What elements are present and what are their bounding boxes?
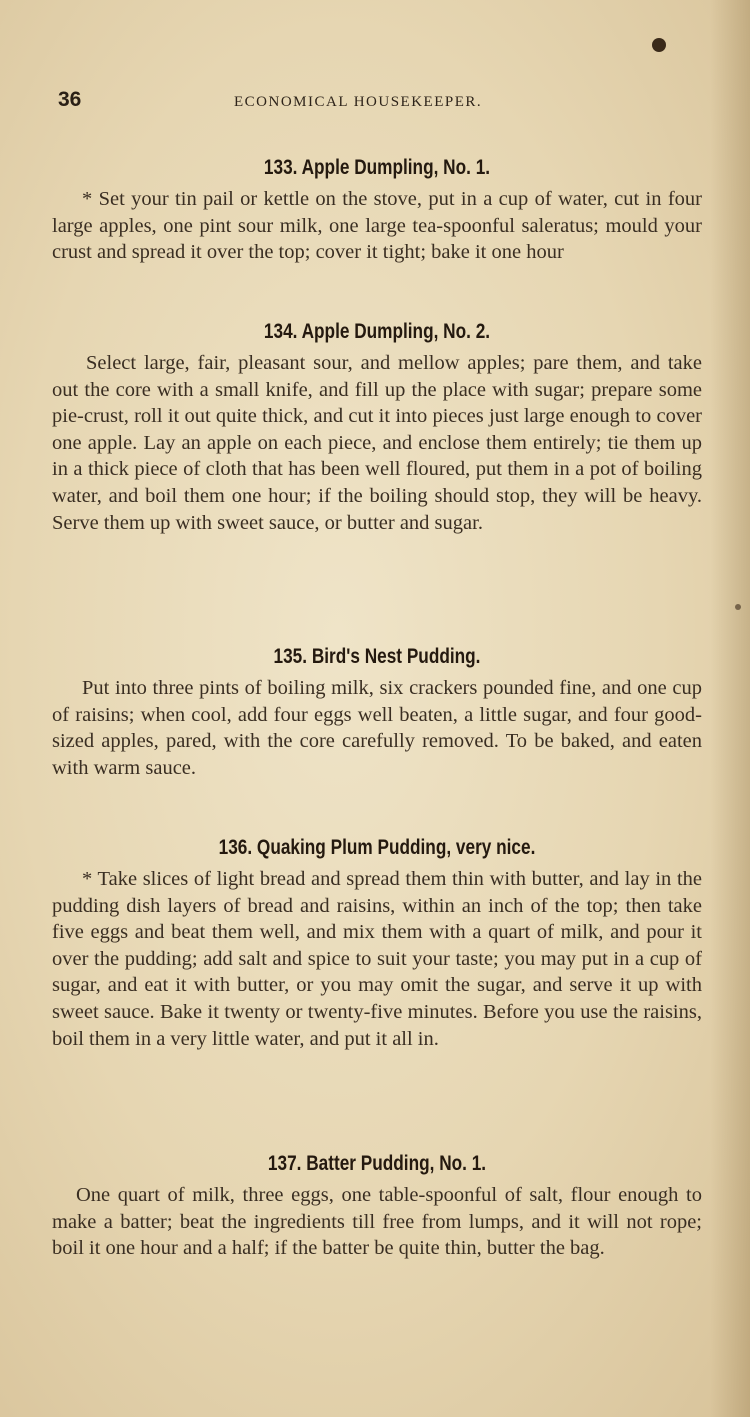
recipe-text: * Set your tin pail or kettle on the stove, put in a cup of water, cut in four large apples, one pint sour milk, one large tea-spoonful saleratus; mould your crust and spread it over the top; cover it tight; bake it one hour: [52, 188, 702, 264]
recipe-137: [52, 1152, 702, 1262]
page-number: 36: [58, 88, 82, 111]
recipe-title: 134. Apple Dumpling, No. 2.: [263, 320, 491, 343]
recipe-134: [52, 320, 702, 536]
recipe-text: One quart of milk, three eggs, one table-spoonful of salt, flour enough to make a batter; beat the ingredients till free from lumps, and it will not rope; boil it one hour and a half; if the batter be quite thin, butter the bag.: [52, 1184, 702, 1260]
recipe-text: Select large, fair, pleasant sour, and mellow apples; pare them, and take out the core with a small knife, and fill up the place with sugar; prepare some pie-crust, roll it out quite thick, and cut it into pieces just large enough to cover one apple. Lay an apple on each piece, and enclose them entirely; tie them up in a thick piece of cloth that has been well floured, put them in a pot of boiling water, and boil them one hour; if the boiling should stop, they will be heavy. Serve them up with sweet sauce, or butter and sugar.: [52, 352, 702, 534]
recipe-136: [52, 836, 702, 1052]
recipe-title: 135. Bird's Nest Pudding.: [273, 645, 481, 668]
recipe-title: 137. Batter Pudding, No. 1.: [267, 1152, 487, 1175]
recipe-title: 136. Quaking Plum Pudding, very nice.: [218, 836, 536, 859]
page-header: [58, 88, 538, 118]
recipe-text: * Take slices of light bread and spread them thin with butter, and lay in the pudding dish layers of bread and raisins, within an inch of the top; then take five eggs and beat them well, and mix them with a quart of milk, and pour it over the pudding; add salt and spice to suit your taste; you may put in a cup of sugar, and eat it with butter, or you may omit the sugar, and serve it up with sweet sauce. Bake it twenty or twenty-five minutes. Before you use the raisins, boil them in a very little water, and put it all in.: [52, 868, 702, 1050]
ink-spot: [735, 604, 741, 610]
recipe-text: Put into three pints of boiling milk, six crackers pounded fine, and one cup of raisins; when cool, add four eggs well beaten, a little sugar, and four good-sized apples, pared, with the core carefully removed. To be baked, and eaten with warm sauce.: [52, 677, 702, 779]
page-edge-shading: [710, 0, 750, 1417]
ink-spot: [652, 38, 666, 52]
recipe-133: [52, 156, 702, 266]
running-head: ECONOMICAL HOUSEKEEPER.: [234, 94, 483, 110]
recipe-135: [52, 645, 702, 781]
recipe-title: 133. Apple Dumpling, No. 1.: [263, 156, 491, 179]
